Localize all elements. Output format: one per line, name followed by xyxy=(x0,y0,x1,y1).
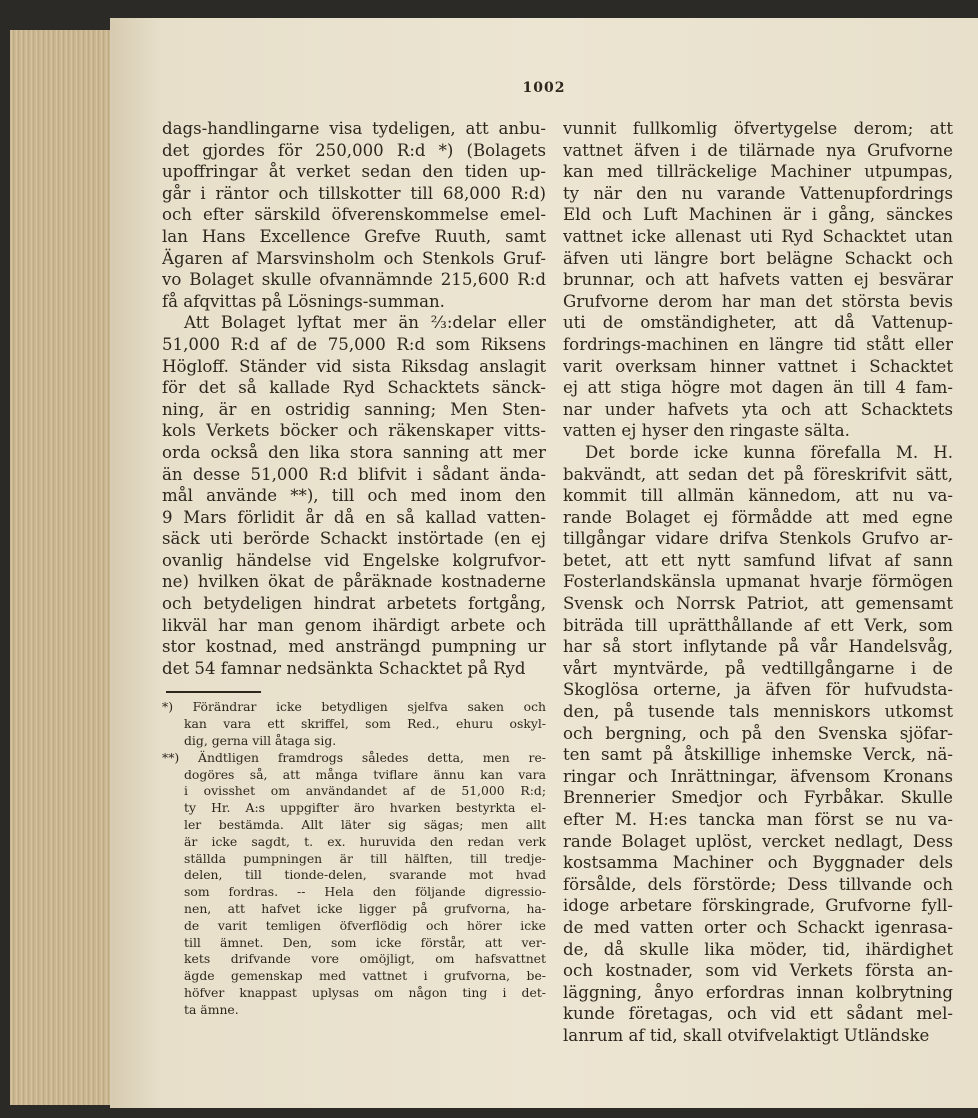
text-line: vårt myntvärde, på vedtillgångarne i de xyxy=(563,658,953,678)
text-line: äfven uti längre bort belägne Schackt och xyxy=(563,248,953,268)
footnote-rule xyxy=(166,691,261,693)
footnote-line: höfver knappast uplysas om någon ting i det- xyxy=(184,984,546,1000)
text-line: Svensk och Norrsk Patriot, att gemensamt xyxy=(563,594,953,614)
text-line: det gjordes för 250,000 R:d *) (Bolagets xyxy=(162,140,546,160)
text-line: upoffringar åt verket sedan den tiden up- xyxy=(162,162,546,182)
footnotes xyxy=(162,699,546,1018)
footnote-line: som fordras. -- Hela den följande digressio- xyxy=(184,884,546,900)
footnote-line: ägde gemenskap med vattnet i grufvorna, be- xyxy=(184,968,546,984)
text-line: ej att stiga högre mot dagen än till 4 fam- xyxy=(563,378,953,398)
footnote-line: kets drifvande vore omöjligt, om hafsvattnet xyxy=(184,951,546,967)
text-line: ne) hvilken ökat de påräknade kostnaderne xyxy=(162,572,546,592)
text-line: lanrum af tid, skall otvifvelaktigt Utländske xyxy=(563,1025,930,1045)
footnote-line: i ovisshet om användandet af de 51,000 R:d; xyxy=(184,783,546,799)
text-line: rande Bolaget uplöst, vercket nedlagt, Dess xyxy=(563,831,953,851)
book-page-edges xyxy=(10,30,112,1105)
text-line: säck uti berörde Schackt instörtade (en ej xyxy=(162,529,546,549)
text-line: går i räntor och tillskotter till 68,000 R:d) xyxy=(162,183,546,203)
text-line: kostsamma Machiner och Byggnader dels xyxy=(563,853,953,873)
text-line: Det borde icke kunna förefalla M. H. xyxy=(585,442,953,462)
text-line: ty när den nu varande Vattenupfordrings xyxy=(563,183,953,203)
text-line: än desse 51,000 R:d blifvit i sådant ända- xyxy=(162,464,546,484)
text-line: försålde, dels förstörde; Dess tillvande och xyxy=(563,874,953,894)
footnote-line: *) Förändrar icke betydligen sjelfva saken och xyxy=(162,699,546,715)
footnote-line: nen, att hafvet icke ligger på grufvorna, ha- xyxy=(184,901,546,916)
text-line: vattnet icke allenast uti Ryd Schacktet utan xyxy=(563,226,953,246)
footnote-line: delen, till tionde-delen, svarande mot hvad xyxy=(184,867,546,883)
text-line: läggning, ånyo erfordras innan kolbrytning xyxy=(563,982,953,1002)
text-line: kommit till allmän kännedom, att nu va- xyxy=(563,486,953,506)
text-line: de med vatten orter och Schackt igenrasa- xyxy=(563,917,953,937)
footnote-line: är icke sagdt, t. ex. huruvida den redan verk xyxy=(184,833,546,849)
text-line: Brennerier Smedjor och Fyrbåkar. Skulle xyxy=(563,788,953,808)
text-line: idoge arbetare förskingrade, Grufvorne fyll- xyxy=(563,896,953,916)
text-line: de, då skulle lika möder, tid, ihärdighet xyxy=(563,939,953,959)
text-line: kan med tillräckelige Machiner utpumpas, xyxy=(563,162,953,182)
text-line: få afqvittas på Lösnings-summan. xyxy=(162,291,445,311)
left-column-text xyxy=(162,118,546,679)
text-line: och bergning, och på den Svenska sjöfar- xyxy=(563,723,953,743)
text-line: Högloff. Ständer vid sista Riksdag anslagit xyxy=(162,356,546,376)
text-line: varit overksam hinner vattnet i Schacktet xyxy=(563,356,953,376)
footnote-line: kan vara ett skriffel, som Red., ehuru oskyl- xyxy=(184,716,546,732)
text-line: för det så kallade Ryd Schacktets sänck- xyxy=(162,378,546,398)
text-line: rande Bolaget ej förmådde att med egne xyxy=(563,507,953,527)
text-line: och efter särskild öfverenskommelse emel- xyxy=(162,205,546,225)
right-column-text xyxy=(563,118,953,1047)
footnote-line: ty Hr. A:s uppgifter äro hvarken bestyrkta el- xyxy=(184,800,546,816)
footnote-line: dig, gerna vill åtaga sig. xyxy=(184,733,337,749)
text-line: vattnet äfven i de tilärnade nya Grufvorne xyxy=(563,140,953,160)
left-column xyxy=(162,118,546,1019)
text-line: bakvändt, att sedan det på föreskrifvit sätt, xyxy=(563,464,953,484)
text-line: vunnit fullkomlig öfvertygelse derom; att xyxy=(563,119,953,138)
footnote-line: ler bestämda. Allt läter sig sägas; men allt xyxy=(184,817,546,833)
text-line: tillgångar vidare drifva Stenkols Grufvo ar- xyxy=(563,529,953,549)
text-line: uti de omständigheter, att då Vattenup- xyxy=(563,313,953,333)
text-line: och betydeligen hindrat arbetets fortgång, xyxy=(162,594,546,614)
text-line: likväl har man genom ihärdigt arbete och xyxy=(162,615,546,635)
text-line: fordrings-machinen en längre tid stått eller xyxy=(563,334,953,354)
text-line: biträda till uprätthållande af ett Verk, som xyxy=(563,615,953,635)
text-line: 51,000 R:d af de 75,000 R:d som Riksens xyxy=(162,334,546,354)
text-line: lan Hans Excellence Grefve Ruuth, samt xyxy=(162,226,546,246)
text-line: Att Bolaget lyftat mer än ⅔:delar eller xyxy=(184,313,546,333)
text-line: betet, att ett nytt samfund lifvat af sann xyxy=(563,550,953,570)
text-line: Ägaren af Marsvinsholm och Stenkols Gruf- xyxy=(162,248,546,268)
footnote-line: **) Ändtligen framdrogs således detta, men re- xyxy=(162,749,546,765)
text-line: Skoglösa orterne, ja äfven för hufvudsta- xyxy=(563,680,953,700)
text-line: orda också den lika stora sanning att mer xyxy=(162,442,546,462)
right-column xyxy=(563,118,953,1047)
text-line: brunnar, och att hafvets vatten ej besvärar xyxy=(563,270,953,290)
text-line: efter M. H:es tancka man först se nu va- xyxy=(563,810,953,829)
text-line: det 54 famnar nedsänkta Schacktet på Ryd xyxy=(162,658,526,678)
text-line: kunde företagas, och vid ett sådant mel- xyxy=(563,1004,953,1024)
text-line: stor kostnad, med ansträngd pumpning ur xyxy=(162,637,546,657)
text-line: Fosterlandskänsla upmanat hvarje förmögen xyxy=(563,572,953,592)
text-line: kols Verkets böcker och räkenskaper vitts- xyxy=(162,421,546,441)
text-line: ovanlig händelse vid Engelske kolgrufvor- xyxy=(162,550,546,570)
text-line: mål använde **), till och med inom den xyxy=(162,486,546,506)
text-line: ringar och Inrättningar, äfvensom Kronans xyxy=(563,766,953,786)
text-line: den, på tusende tals menniskors utkomst xyxy=(563,702,953,722)
page-number: 1002 xyxy=(522,80,566,96)
footnote-line: ställda pumpningen är till hälften, till tredje- xyxy=(184,850,546,866)
text-line: ning, är en ostridig sanning; Men Sten- xyxy=(162,399,546,419)
footnote-line: till ämnet. Den, som icke förstår, att ver- xyxy=(184,934,546,950)
footnote-line: de varit temligen öfverflödig och hörer icke xyxy=(184,917,546,933)
footnote-line: dogöres så, att många tviflare ännu kan vara xyxy=(184,766,546,782)
text-line: 9 Mars förlidit år då en så kallad vatten- xyxy=(162,507,546,527)
text-line: vatten ej hyser den ringaste sälta. xyxy=(563,421,850,441)
footnote-line: ta ämne. xyxy=(184,1001,239,1017)
text-line: har så stort inflytande på vår Handelsvåg, xyxy=(563,637,953,657)
text-line: Eld och Luft Machinen är i gång, sänckes xyxy=(563,205,953,225)
text-line: nar under hafvets yta och att Schacktets xyxy=(563,399,953,419)
text-line: och kostnader, som vid Verkets första an- xyxy=(563,961,953,981)
text-line: vo Bolaget skulle ofvannämnde 215,600 R:d xyxy=(162,270,546,290)
book-page xyxy=(110,18,978,1108)
text-line: dags-handlingarne visa tydeligen, att anbu- xyxy=(162,119,546,138)
text-line: Grufvorne derom har man det största bevis xyxy=(563,291,953,311)
text-line: ten samt på åtskillige inhemske Verck, nä- xyxy=(563,745,953,765)
